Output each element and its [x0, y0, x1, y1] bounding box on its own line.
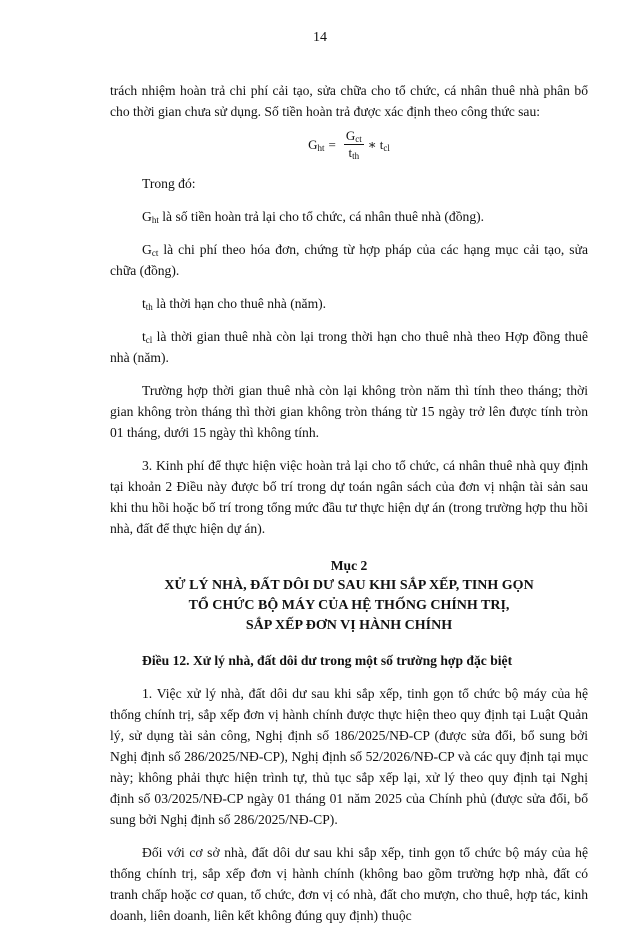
formula-fraction: [344, 128, 364, 161]
definition-t-cl: $t_{cl}$ là thời gian thuê nhà còn lại trong thời hạn cho thuê nhà theo Hợp đồng thuê nhà (năm).: [110, 329, 588, 365]
section-title-line-1: XỬ LÝ NHÀ, ĐẤT DÔI DƯ SAU KHI SẮP XẾP, TINH GỌN: [164, 578, 534, 593]
document-body: [110, 80, 588, 926]
formula-lhs: $G_{ht}$: [308, 137, 325, 153]
page-number: 14: [313, 30, 327, 45]
refund-formula: [110, 128, 588, 161]
definition-t-th: $t_{th}$ là thời hạn cho thuê nhà (năm).: [142, 296, 327, 312]
formula-equals: =: [328, 137, 336, 152]
clause-3-paragraph: 3. Kinh phí để thực hiện việc hoàn trả lại cho tổ chức, cá nhân thuê nhà quy định tại khoản 2 Điều này được bố trí trong dự toán ngân sách của đơn vị nhận tài sản sau khi thu hồi hoặc bố trí trong tổng mức đầu tư thực hiện dự án (trong trường hợp thu hồi nhà, đất để thực hiện dự án).: [110, 458, 588, 536]
section-title-line-3: SẮP XẾP ĐƠN VỊ HÀNH CHÍNH: [245, 618, 453, 633]
rounding-paragraph: Trường hợp thời gian thuê nhà còn lại không tròn năm thì tính theo tháng; thời gian không tròn tháng thì thời gian không tròn tháng từ 15 ngày trở lên được tính tròn 01 tháng, dưới 15 ngày thì không tính.: [110, 383, 588, 440]
intro-paragraph: trách nhiệm hoàn trả chi phí cải tạo, sửa chữa cho tổ chức, cá nhân thuê nhà phân bổ cho thời gian chưa sử dụng. Số tiền hoàn trả được xác định theo công thức sau:: [110, 83, 588, 119]
article-paragraph-2: Đối với cơ sở nhà, đất dôi dư sau khi sắp xếp, tinh gọn tổ chức bộ máy của hệ thống chính trị, sắp xếp đơn vị hành chính (không bao gồm trường hợp nhà, đất có tranh chấp hoặc cơ quan, tổ chức, đơn vị có nhà, đất cho mượn, cho thuê, hợp tác, kinh doanh, liên doanh, liên kết không đúng quy định) thuộc: [110, 845, 588, 923]
formula-denominator: $t_{th}$: [348, 145, 360, 161]
section-label: Mục 2: [330, 558, 368, 573]
section-title-line-2: TỔ CHỨC BỘ MÁY CỦA HỆ THỐNG CHÍNH TRỊ,: [188, 598, 510, 613]
article-title: Điều 12. Xử lý nhà, đất dôi dư trong một số trường hợp đặc biệt: [142, 653, 513, 668]
definition-g-ht: $G_{ht}$ là số tiền hoàn trả lại cho tổ chức, cá nhân thuê nhà (đồng).: [142, 209, 485, 225]
article-clause-1: 1. Việc xử lý nhà, đất dôi dư sau khi sắp xếp, tinh gọn tổ chức bộ máy của hệ thống chính trị, sắp xếp đơn vị hành chính được thực hiện theo quy định tại Luật Quản lý, sử dụng tài sản công, Nghị định số 186/2025/NĐ-CP (được sửa đổi, bổ sung bởi Nghị định số 286/2025/NĐ-CP), Nghị định số 52/2026/NĐ-CP và các quy định tại mục này; không phải thực hiện trình tự, thủ tục sắp xếp lại, xử lý theo quy định tại Nghị định số 03/2025/NĐ-CP ngày 01 tháng 01 năm 2025 của Chính phủ (được sửa đổi, bổ sung bởi Nghị định số 286/2025/NĐ-CP).: [110, 686, 588, 827]
definition-g-ct: $G_{ct}$ là chi phí theo hóa đơn, chứng từ hợp pháp của các hạng mục cải tạo, sửa chữa (đồng).: [110, 242, 588, 278]
where-label: Trong đó:: [142, 176, 196, 191]
formula-numerator: $G_{ct}$: [345, 128, 362, 144]
formula-multiplier: ∗ $t_{cl}$: [367, 137, 390, 153]
